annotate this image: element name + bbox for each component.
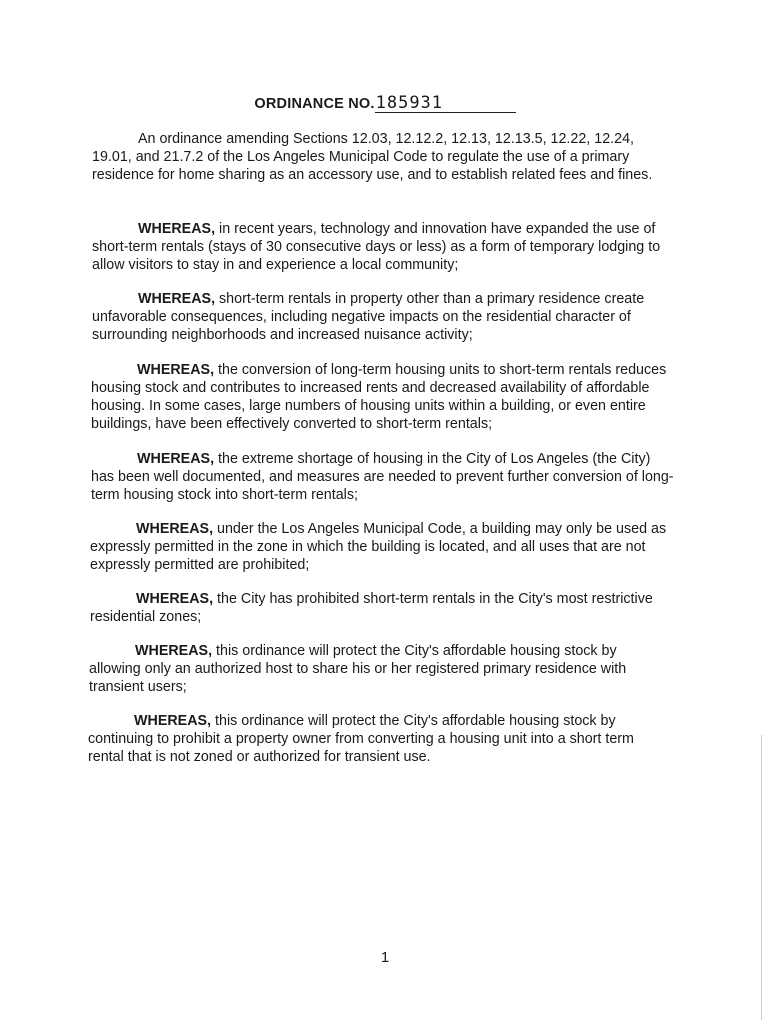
- whereas-clause: [89, 642, 664, 696]
- whereas-text: the extreme shortage of housing in the City of Los Angeles (the City) has been well documented, and measures are needed to prevent further conversion of long-term housing stock into short-term rentals;: [91, 451, 674, 503]
- whereas-label: WHEREAS,: [138, 291, 216, 307]
- whereas-clause: [92, 220, 672, 274]
- whereas-label: WHEREAS,: [138, 221, 216, 237]
- ordinance-intro: An ordinance amending Sections 12.03, 12.12.2, 12.13, 12.13.5, 12.22, 12.24, 19.01, and 21.7.2 of the Los Angeles Municipal Code to regulate the use of a primary residence for home sharing as an accessory use, and to establish related fees and fines.: [92, 131, 653, 183]
- whereas-text: this ordinance will protect the City's affordable housing stock by allowing only an authorized host to share his or her registered primary residence with transient users;: [89, 643, 627, 695]
- whereas-clause: [90, 520, 672, 574]
- whereas-text: in recent years, technology and innovation have expanded the use of short-term rentals (stays of 30 consecutive days or less) as a form of temporary lodging to allow visitors to stay in and experience a local community;: [92, 221, 661, 273]
- whereas-label: WHEREAS,: [137, 362, 215, 378]
- whereas-clause: [91, 450, 675, 504]
- whereas-label: WHEREAS,: [135, 643, 213, 659]
- page-number: 1: [380, 949, 390, 966]
- whereas-label: WHEREAS,: [136, 521, 214, 537]
- whereas-label: WHEREAS,: [136, 591, 214, 607]
- ordinance-title: [0, 94, 770, 113]
- whereas-clause: [90, 590, 670, 626]
- whereas-text: this ordinance will protect the City's affordable housing stock by continuing to prohibit a property owner from converting a housing unit into a short term rental that is not zoned or authorized for transient use.: [88, 713, 634, 765]
- whereas-text: short-term rentals in property other than a primary residence create unfavorable consequences, including negative impacts on the residential character of surrounding neighborhoods and increased nuisance activity;: [92, 291, 645, 343]
- whereas-clause: [88, 712, 666, 766]
- whereas-clause: [91, 361, 673, 433]
- ordinance-number: 185931: [375, 94, 516, 113]
- whereas-clause: [92, 290, 672, 344]
- whereas-label: WHEREAS,: [137, 451, 215, 467]
- whereas-text: the conversion of long-term housing units to short-term rentals reduces housing stock and contributes to increased rents and decreased availability of affordable housing. In some cases, large numbers of housing units within a building, or even entire buildings, have been effectively converted to short-term rentals;: [91, 362, 667, 432]
- whereas-text: under the Los Angeles Municipal Code, a building may only be used as expressly permitted in the zone in which the building is located, and all uses that are not expressly permitted are prohibited;: [90, 521, 667, 573]
- whereas-text: the City has prohibited short-term rentals in the City's most restrictive residential zones;: [90, 591, 653, 625]
- ordinance-title-label: ORDINANCE NO.: [254, 96, 375, 112]
- whereas-label: WHEREAS,: [134, 713, 212, 729]
- scan-edge-line: [761, 735, 762, 1020]
